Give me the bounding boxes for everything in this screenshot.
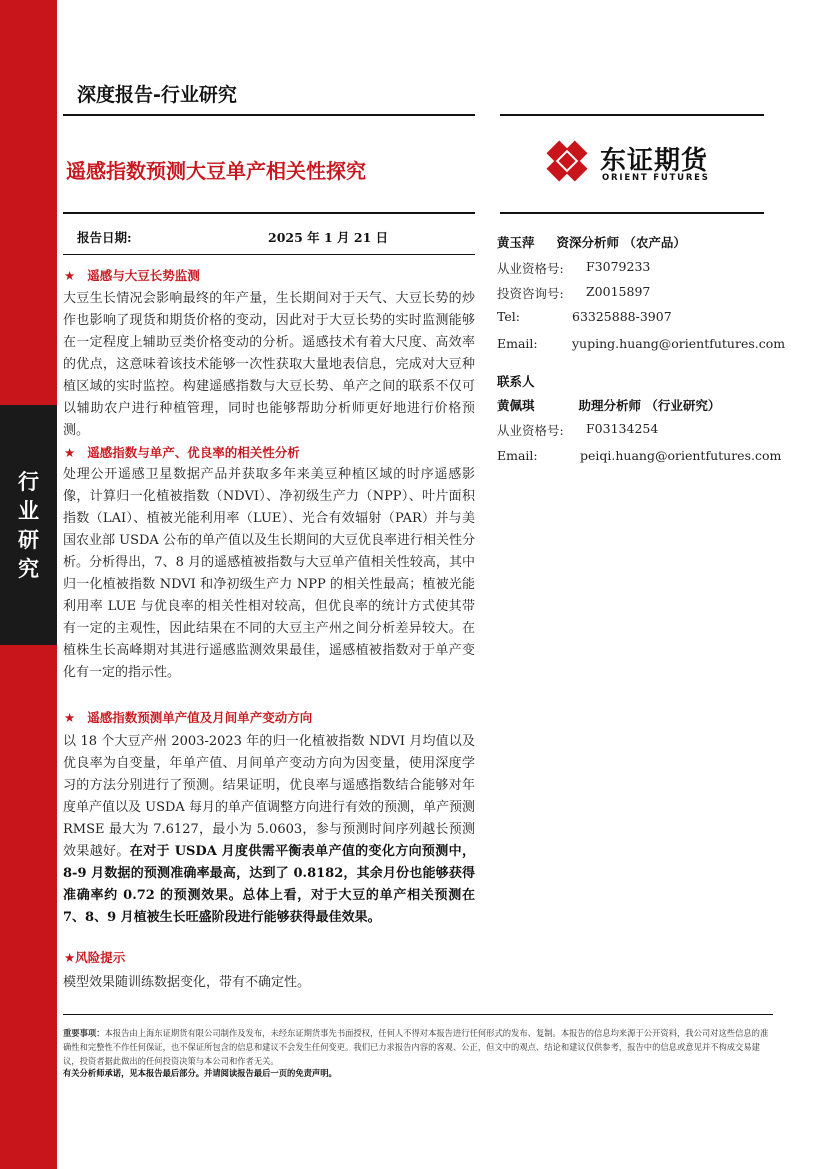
analyst-email-value[interactable]: peiqi.huang@orientfutures.com xyxy=(580,448,782,463)
section-heading-text: 遥感指数与单产、优良率的相关性分析 xyxy=(87,445,300,460)
paragraph-normal-text: 以 18 个大豆产州 2003-2023 年的归一化植被指数 NDVI 月均值以及优良率为自变量，年单产值、月间单产变动方向为因变量，使用深度学习的方法分别进行了预测。结果证明，优良率与遥感指数结合能够对年度单产值以及 USDA 每月的单产值调整方向进行有效的预测，单产预测 RMSE 最大为 7.6127，最小为 5.0603，参与预测时间序列越长预测效果越好。 xyxy=(63,734,475,859)
analyst-consult-label: 投资咨询号: xyxy=(497,286,564,301)
disclaimer-text: 本报告由上海东证期货有限公司制作及发布，未经东证期货事先书面授权，任何人不得对本报告进行任何形式的发布、复制。本报告的信息均来源于公开资料，我公司对这些信息的准确性和完整性不作任何保证，也不保证所包含的信息和建议不会发生任何变更。我们已力求报告内容的客观、公正，但文中的观点、结论和建议仅供参考，报告中的信息或意见并不构成交易建议，投资者据此做出的任何投资决策与本公司和作者无关。 xyxy=(63,1028,769,1066)
star-icon: ★ xyxy=(64,710,76,725)
category-vertical-label xyxy=(0,468,57,584)
analyst-email-label: Email: xyxy=(497,448,538,463)
disclaimer xyxy=(63,1026,775,1068)
analyst-cert-value: F3079233 xyxy=(586,259,651,274)
analyst-email-value[interactable]: yuping.huang@orientfutures.com xyxy=(572,336,786,351)
section-heading-text: 遥感与大豆长势监测 xyxy=(87,268,200,283)
category-char: 究 xyxy=(18,557,39,581)
logo-mark-icon xyxy=(540,134,594,188)
analyst-role: 资深分析师 （农产品） xyxy=(556,235,686,250)
disclaimer-label: 重要事项： xyxy=(63,1028,105,1038)
analyst-commitment-note: 有关分析师承诺，见本报告最后部分。并请阅读报告最后一页的免责声明。 xyxy=(63,1068,337,1078)
section-heading-text: 风险提示 xyxy=(75,950,126,965)
analyst-cert-label: 从业资格号: xyxy=(497,261,564,276)
section-heading xyxy=(64,948,125,966)
analyst-2-header xyxy=(497,396,720,414)
analyst-consult-value: Z0015897 xyxy=(586,284,651,299)
section-heading-text: 遥感指数预测单产值及月间单产变动方向 xyxy=(87,710,313,725)
date-value: 2025 年 1 月 21 日 xyxy=(268,230,389,245)
category-char: 业 xyxy=(18,499,39,523)
header-rule-right xyxy=(500,114,764,116)
section-paragraph xyxy=(63,731,475,929)
analyst-cert-label: 从业资格号: xyxy=(497,423,564,438)
analyst-tel-value: 63325888-3907 xyxy=(572,309,672,324)
analyst-1-header xyxy=(497,233,686,251)
analyst-email-label: Email: xyxy=(497,336,538,351)
date-rule-top xyxy=(63,212,475,214)
section-paragraph: 处理公开遥感卫星数据产品并获取多年来美豆种植区域的时序遥感影像，计算归一化植被指数（NDVI）、净初级生产力（NPP）、叶片面积指数（LAI）、植被光能利用率（LUE）、光合有效辐射（PAR）并与美国农业部 USDA 公布的单产值以及生长期间的大豆优良率进行相关性分析。分析得出，7、8 月的遥感植被指数与大豆单产值相关性较高，其中归一化植被指数 NDVI 和净初级生产力 NPP 的相关性最高；植被光能利用率 LUE 与优良率的相关性相对较高，但优良率的统计方式使其带有一定的主观性，因此结果在不同的大豆主产州之间分析差异较大。在植株生长高峰期对其进行遥感监测效果最佳，遥感植被指数对于单产变化有一定的指示性。 xyxy=(63,467,475,680)
report-type: 深度报告-行业研究 xyxy=(77,84,237,106)
contact-label: 联系人 xyxy=(497,374,535,389)
company-logo xyxy=(540,134,740,188)
star-icon: ★ xyxy=(64,268,76,283)
date-label: 报告日期: xyxy=(77,230,132,245)
section-heading xyxy=(64,708,312,726)
report-title: 遥感指数预测大豆单产相关性探究 xyxy=(66,159,366,183)
logo-name-cn: 东证期货 xyxy=(600,146,709,176)
section-heading xyxy=(64,266,200,284)
analyst-rule-top xyxy=(500,212,764,214)
analyst-name: 黄佩琪 xyxy=(497,398,535,413)
paragraph-bold-text: 在对于 USDA 月度供需平衡表单产值的变化方向预测中，8-9 月数据的预测准确率最高，达到了 0.8182，其余月份也能够获得准确率约 0.72 的预测效果。总体上看，对于大豆的单产相关预测在 7、8、9 月植被生长旺盛阶段进行能够获得最佳效果。 xyxy=(63,844,475,925)
section-paragraph: 大豆生长情况会影响最终的年产量，生长期间对于天气、大豆长势的炒作也影响了现货和期货价格的变动，因此对于大豆长势的实时监测能够在一定程度上辅助豆类价格变动的分析。遥感技术有着大尺度、高效率的优点，这意味着该技术能够一次性获取大量地表信息，完成对大豆种植区域的实时监控。构建遥感指数与大豆长势、单产之间的联系不仅可以辅助农户进行种植管理，同时也能够帮助分析师更好地进行价格预测。 xyxy=(63,291,475,438)
footer-rule xyxy=(63,1014,773,1015)
analyst-name: 黄玉萍 xyxy=(497,235,535,250)
logo-name-en: ORIENT FUTURES xyxy=(602,173,710,183)
section-paragraph: 模型效果随训练数据变化，带有不确定性。 xyxy=(63,975,311,990)
analyst-tel-label: Tel: xyxy=(497,309,520,324)
star-icon: ★ xyxy=(64,445,76,460)
category-char: 行 xyxy=(18,470,39,494)
category-char: 研 xyxy=(18,528,39,552)
section-heading xyxy=(64,443,300,461)
star-icon: ★ xyxy=(64,950,76,965)
date-rule-bottom xyxy=(63,254,475,255)
header-rule-left xyxy=(63,114,475,116)
analyst-cert-value: F03134254 xyxy=(586,421,659,436)
analyst-role: 助理分析师 （行业研究） xyxy=(578,398,721,413)
